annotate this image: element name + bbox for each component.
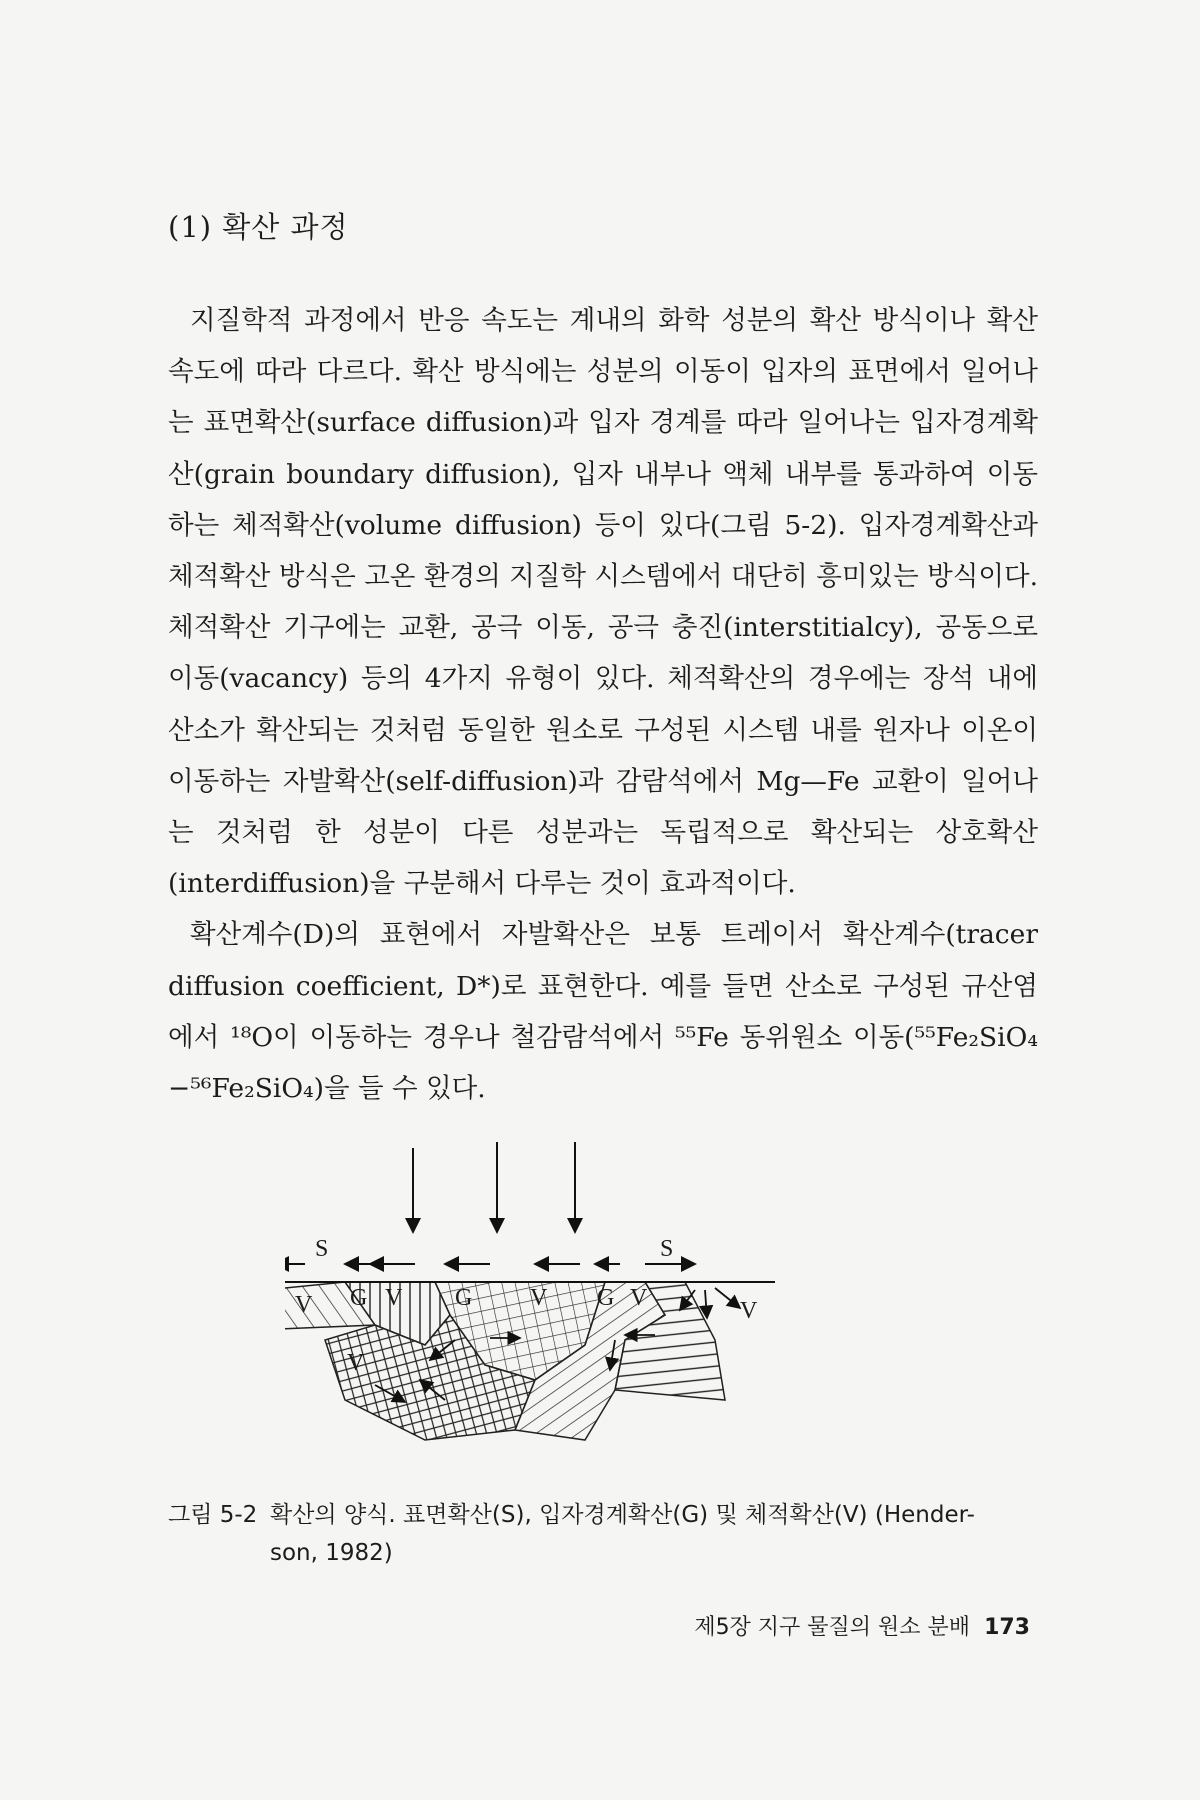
diffusion-figure — [285, 1140, 905, 1485]
label-v5: V — [740, 1298, 758, 1324]
internal-arrow-9 — [715, 1288, 740, 1308]
body-text — [168, 295, 1038, 1114]
label-s-right: S — [660, 1236, 674, 1262]
chapter-title: 제5장 지구 물질의 원소 분배 — [694, 1615, 971, 1640]
internal-arrow-8 — [705, 1290, 707, 1318]
label-s-left: S — [315, 1236, 329, 1262]
page-footer — [694, 1610, 1030, 1641]
caption-line-1: 확산의 양식. 표면확산(S), 입자경계확산(G) 및 체적확산(V) (Hender- — [270, 1502, 975, 1528]
caption-line-2: son, 1982) — [270, 1540, 393, 1566]
page-number: 173 — [984, 1615, 1030, 1640]
section-title: (1) 확산 과정 — [168, 210, 349, 244]
label-v4: V — [630, 1285, 648, 1311]
label-g1: G — [350, 1285, 368, 1311]
label-g2: G — [455, 1285, 473, 1311]
label-v1: V — [295, 1292, 313, 1318]
label-g3: G — [597, 1285, 615, 1311]
label-v6: V — [347, 1350, 365, 1376]
diffusion-diagram — [285, 1140, 905, 1485]
label-v3: V — [530, 1285, 548, 1311]
paragraph-2: 확산계수(D)의 표현에서 자발확산은 보통 트레이서 확산계수(tracer diffusion coefficient, D*)로 표현한다. 예를 들면 산소로 구성된 규산염에서 ¹⁸O이 이동하는 경우나 철감람석에서 ⁵⁵Fe 동위원소 이동(⁵⁵Fe₂SiO₄ −⁵⁶Fe₂SiO₄)을 들 수 있다. — [168, 919, 1038, 1105]
paragraph-1: 지질학적 과정에서 반응 속도는 계내의 화학 성분의 확산 방식이나 확산 속도에 따라 다르다. 확산 방식에는 성분의 이동이 입자의 표면에서 일어나는 표면확산(surface diffusion)과 입자 경계를 따라 일어나는 입자경계확산(grain boundary diffusion), 입자 내부나 액체 내부를 통과하여 이동하는 체적확산(volume diffusion) 등이 있다(그림 5-2). 입자경계확산과 체적확산 방식은 고온 환경의 지질학 시스템에서 대단히 흥미있는 방식이다. 체적확산 기구에는 교환, 공극 이동, 공극 충진(interstitialcy), 공동으로 이동(vacancy) 등의 4가지 유형이 있다. 체적확산의 경우에는 장석 내에 산소가 확산되는 것처럼 동일한 원소로 구성된 시스템 내를 원자나 이온이 이동하는 자발확산(self-diffusion)과 감람석에서 Mg—Fe 교환이 일어나는 것처럼 한 성분이 다른 성분과는 독립적으로 확산되는 상호확산(interdiffusion)을 구분해서 다루는 것이 효과적이다. — [168, 305, 1038, 900]
label-v2: V — [385, 1285, 403, 1311]
figure-caption — [168, 1496, 1038, 1572]
caption-number: 그림 5-2 — [168, 1502, 258, 1528]
